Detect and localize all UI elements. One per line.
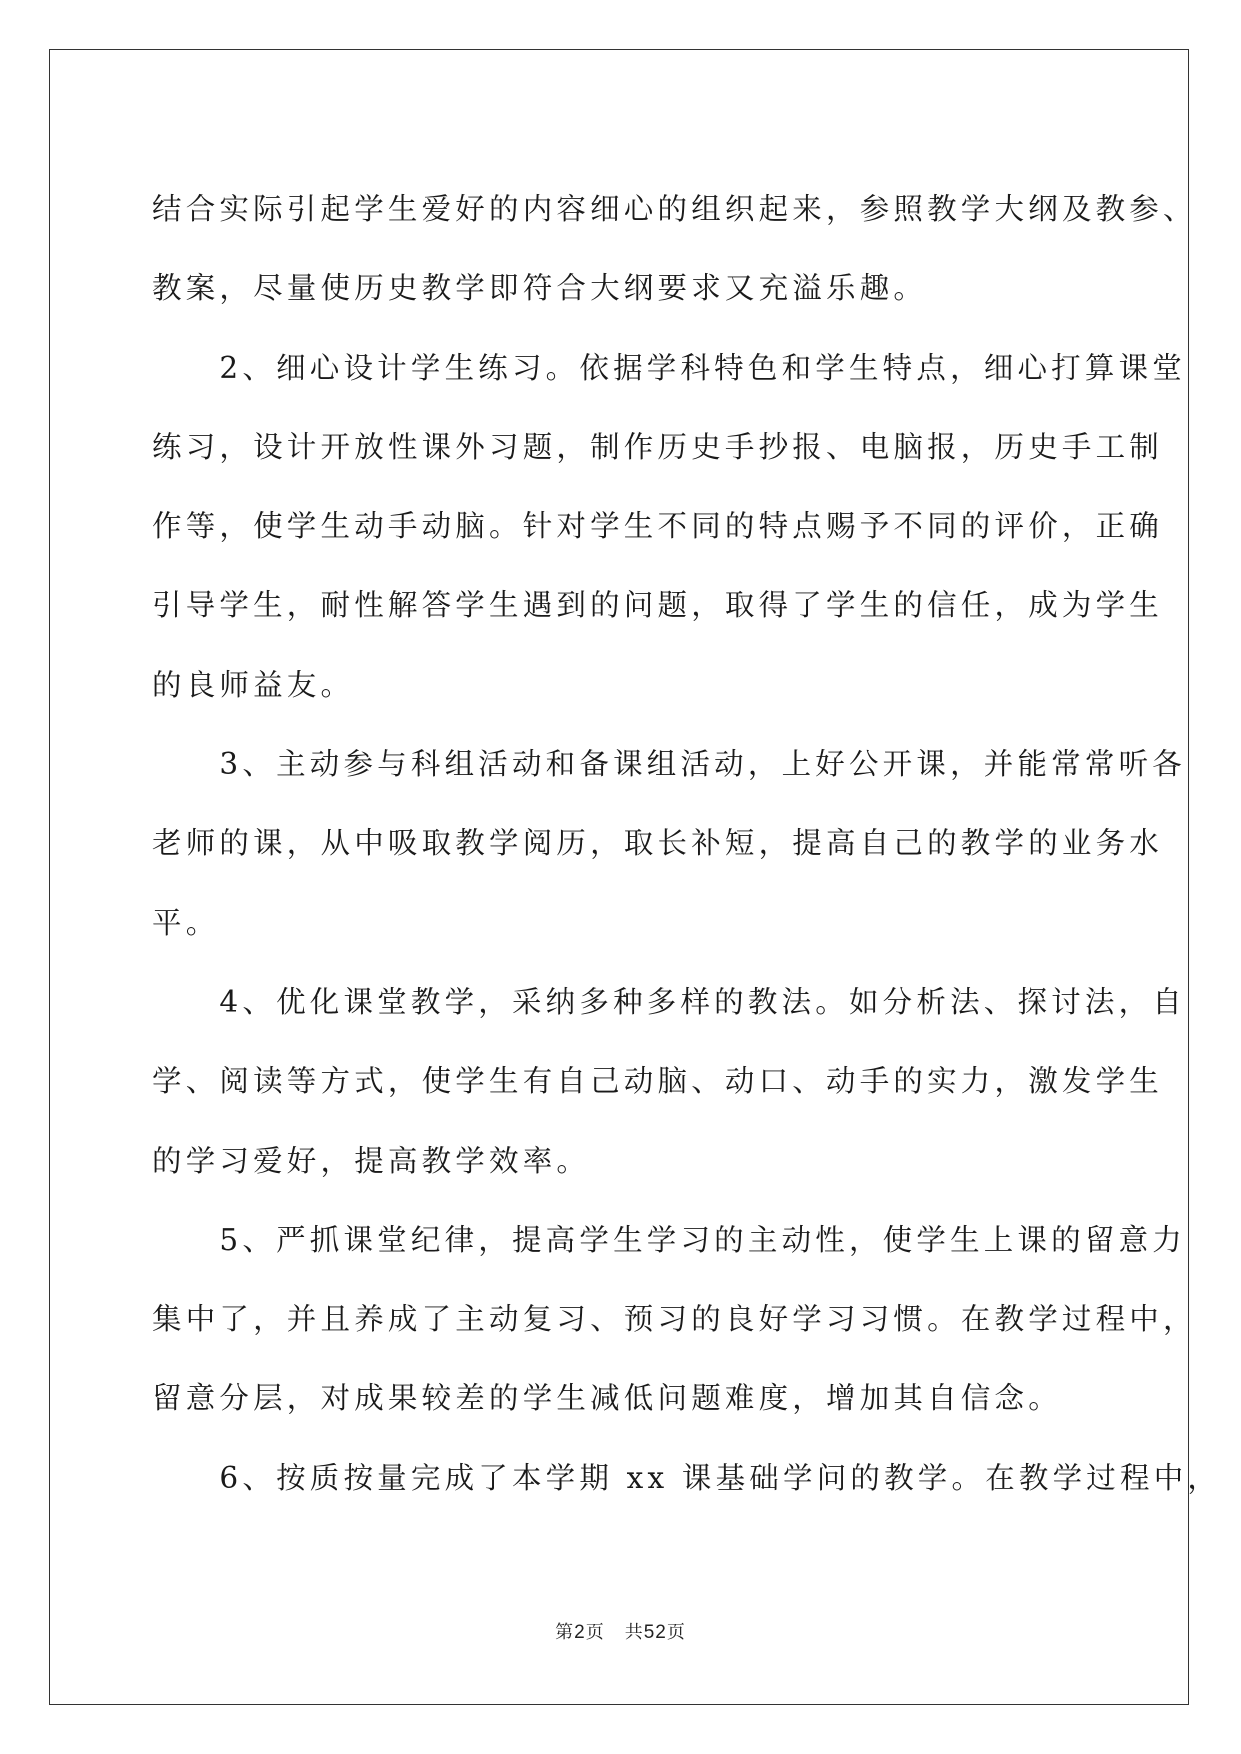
text-line: 平。 [152,905,220,940]
text-line: 学、阅读等方式，使学生有自己动脑、动口、动手的实力，激发学生 [152,1064,1164,1099]
text-line: 6、按质按量完成了本学期 xx 课基础学问的教学。在教学过程中， [152,1460,1222,1495]
page-label-prefix: 第 [555,1622,575,1643]
total-label-suffix: 页 [666,1622,686,1643]
text-line: 5、严抓课堂纪律，提高学生学习的主动性，使学生上课的留意力 [152,1222,1186,1257]
text-line: 3、主动参与科组活动和备课组活动，上好公开课，并能常常听各 [152,747,1186,782]
text-line: 的良师益友。 [152,667,355,702]
total-pages: 52 [643,1622,667,1643]
text-line: 教案，尽量使历史教学即符合大纲要求又充溢乐趣。 [152,271,928,306]
page-number: 2 [574,1622,586,1643]
text-line: 的学习爱好，提高教学效率。 [152,1143,591,1178]
text-line: 练习，设计开放性课外习题，制作历史手抄报、电脑报，历史手工制 [152,429,1164,464]
text-line: 老师的课，从中吸取教学阅历，取长补短，提高自己的教学的业务水 [152,826,1164,861]
text-line: 4、优化课堂教学，采纳多种多样的教法。如分析法、探讨法，自 [152,984,1186,1019]
total-label-prefix: 共 [624,1622,644,1643]
text-line: 结合实际引起学生爱好的内容细心的组织起来，参照教学大纲及教参、 [152,192,1197,226]
text-line: 作等，使学生动手动脑。针对学生不同的特点赐予不同的评价，正确 [152,509,1164,544]
text-line: 引导学生，耐性解答学生遇到的问题，取得了学生的信任，成为学生 [152,588,1164,623]
document-body [152,170,1222,1518]
page-label-suffix: 页 [585,1622,605,1643]
text-line: 2、细心设计学生练习。依据学科特色和学生特点，细心打算课堂 [152,350,1186,385]
page-footer [0,1618,1241,1644]
text-line: 集中了，并且养成了主动复习、预习的良好学习习惯。在教学过程中， [152,1302,1197,1337]
text-line: 留意分层，对成果较差的学生减低问题难度，增加其自信念。 [152,1381,1062,1416]
